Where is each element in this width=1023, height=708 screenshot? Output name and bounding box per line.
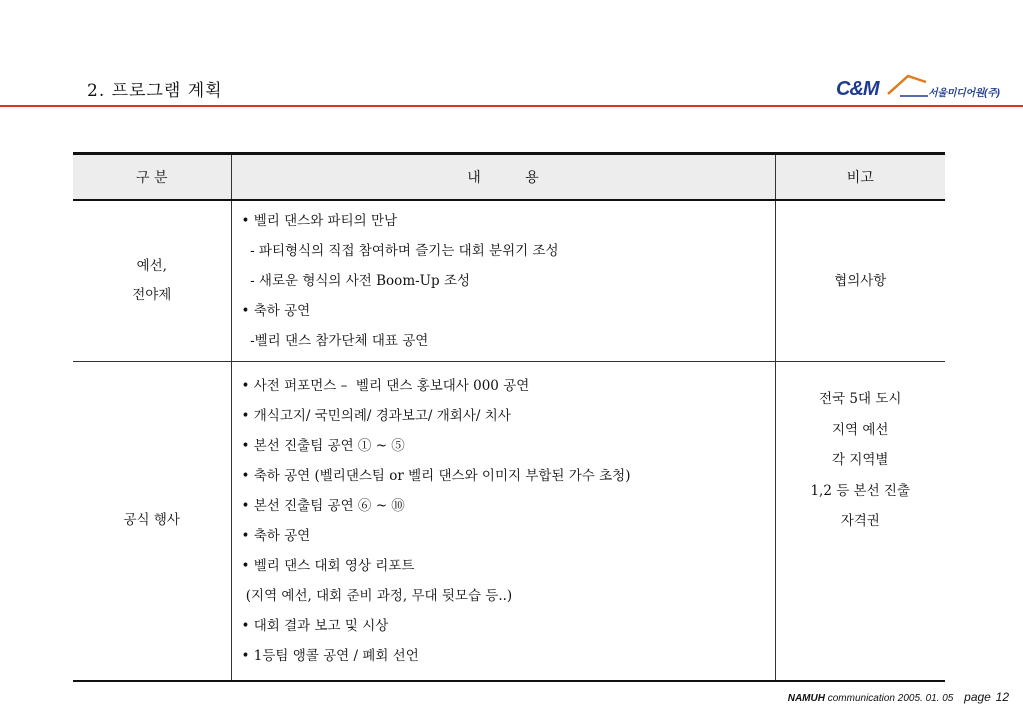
logo-company-name: 서울미디어원(주) bbox=[928, 88, 1000, 99]
row-category bbox=[73, 362, 231, 681]
footer-company: NAMUH bbox=[787, 693, 825, 704]
content-line: • 축하 공연 (벨리댄스팀 or 벨리 댄스와 이미지 부합된 가수 초청) bbox=[241, 467, 631, 484]
remark-line: 협의사항 bbox=[834, 272, 887, 289]
category-line: 전야제 bbox=[132, 287, 172, 303]
header-divider bbox=[0, 105, 1023, 107]
content-line: -벨리 댄스 참가단체 대표 공연 bbox=[241, 333, 429, 349]
page-title: 2. 프로그램 계획 bbox=[87, 81, 223, 101]
content-line: - 파티형식의 직접 참여하며 즐기는 대회 분위기 조성 bbox=[241, 243, 559, 259]
table-row bbox=[73, 200, 945, 362]
remark-line: 지역 예선 bbox=[832, 421, 889, 438]
remark-line: 1,2 등 본선 진출 bbox=[810, 482, 911, 499]
content-line: • 사전 퍼포먼스 – 벨리 댄스 홍보대사 000 공연 bbox=[241, 377, 530, 394]
header-content: 내 용 bbox=[231, 154, 775, 201]
content-line: • 본선 진출팀 공연 ⑥ ~ ⑩ bbox=[241, 497, 405, 514]
content-line: (지역 예선, 대회 준비 과정, 무대 뒷모습 등..) bbox=[241, 587, 513, 604]
remark-line: 각 지역별 bbox=[832, 452, 889, 468]
content-line: • 벨리 댄스 대회 영상 리포트 bbox=[241, 557, 415, 574]
program-plan-table bbox=[73, 152, 945, 682]
logo-swoosh-icon bbox=[886, 72, 930, 98]
content-line: - 새로운 형식의 사전 Boom-Up 조성 bbox=[241, 273, 471, 289]
row-remark bbox=[775, 362, 945, 681]
category-line: 공식 행사 bbox=[123, 512, 180, 529]
footer bbox=[788, 690, 1009, 704]
content-line: • 축하 공연 bbox=[241, 303, 311, 319]
content-line: • 축하 공연 bbox=[241, 527, 311, 544]
header-category: 구 분 bbox=[73, 154, 231, 201]
content-line: • 벨리 댄스와 파티의 만남 bbox=[241, 213, 398, 229]
row-category bbox=[73, 200, 231, 362]
row-remark bbox=[775, 200, 945, 362]
category-line: 예선, bbox=[136, 258, 167, 274]
row-content bbox=[231, 362, 775, 681]
header-remark: 비고 bbox=[775, 154, 945, 201]
page-number: 12 bbox=[995, 690, 1009, 704]
page-label: page bbox=[964, 690, 991, 704]
table-row bbox=[73, 362, 945, 681]
remark-line: 전국 5대 도시 bbox=[819, 391, 902, 407]
company-logo bbox=[836, 72, 1016, 104]
row-content bbox=[231, 200, 775, 362]
content-line: • 대회 결과 보고 및 시상 bbox=[241, 617, 389, 634]
logo-mark: C&M bbox=[836, 78, 879, 100]
footer-text: communication 2005. 01. 05 bbox=[824, 693, 954, 704]
content-line: • 본선 진출팀 공연 ① ~ ⑤ bbox=[241, 437, 405, 454]
remark-line: 자격권 bbox=[840, 513, 880, 529]
content-line: • 개식고지/ 국민의례/ 경과보고/ 개회사/ 치사 bbox=[241, 407, 511, 424]
content-line: • 1등팀 앵콜 공연 / 폐회 선언 bbox=[241, 647, 419, 664]
table-header-row bbox=[73, 154, 945, 201]
